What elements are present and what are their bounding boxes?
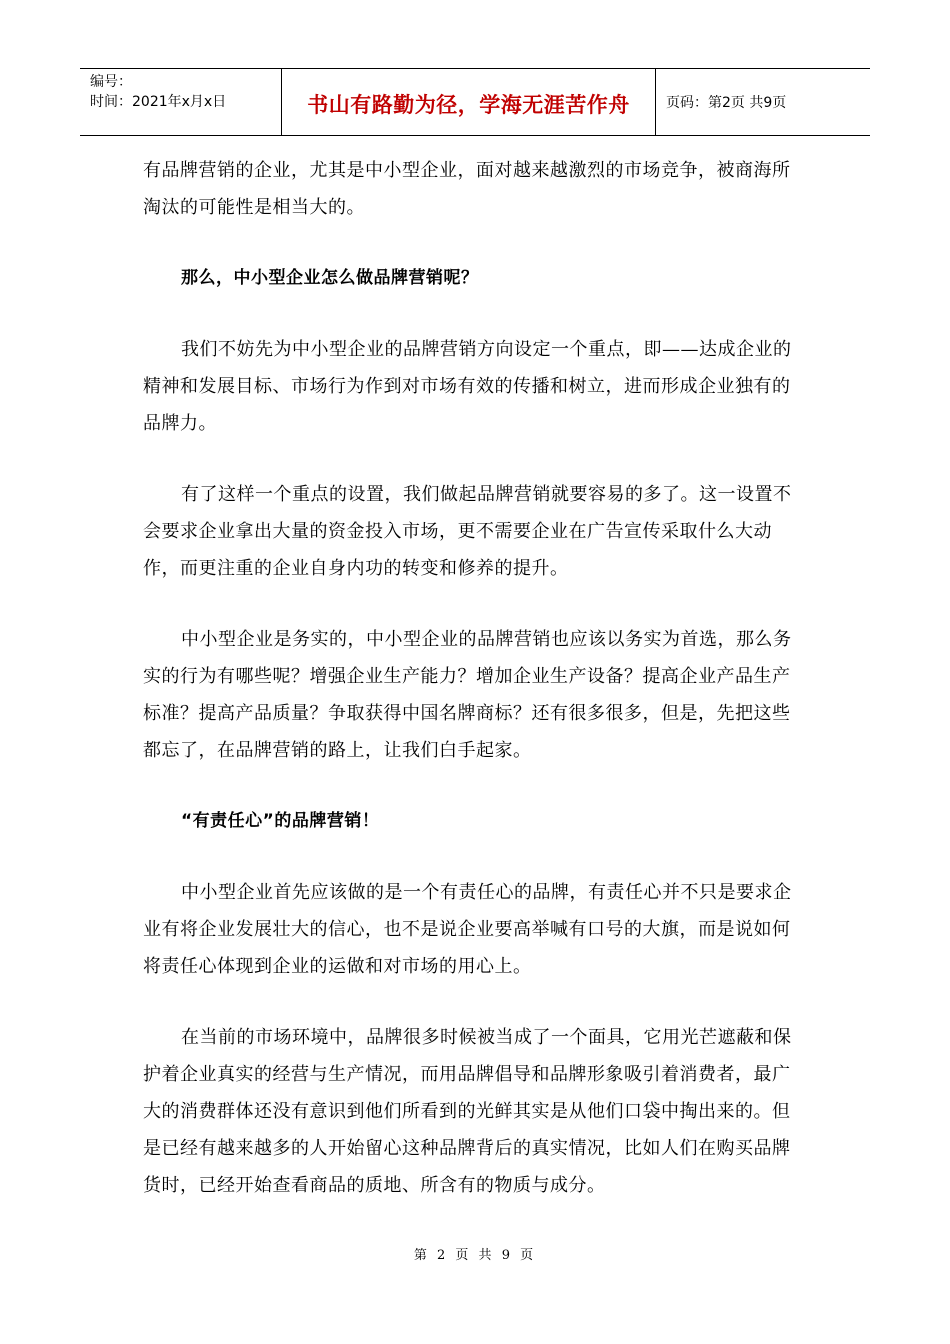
paragraph: 在当前的市场环境中，品牌很多时候被当成了一个面具，它用光芒遮蔽和保护着企业真实的经营与生产情况，而用品牌倡导和品牌形象吸引着消费者，最广大的消费群体还没有意识到他们所看到的光鲜其实是从他们口袋中掏出来的。但是已经有越来越多的人开始留心这种品牌背后的真实情况，比如人们在购买品牌货时，已经开始查看商品的质地、所含有的物质与成分。: [143, 1027, 792, 1196]
section-heading: 那么，中小型企业怎么做品牌营销呢？: [181, 268, 479, 288]
page-footer: 第 2 页 共 9 页: [413, 1248, 537, 1263]
paragraph: 中小型企业首先应该做的是一个有责任心的品牌，有责任心并不只是要求企业有将企业发展壮大的信心，也不是说企业要高举喊有口号的大旗，而是说如何将责任心体现到企业的运做和对市场的用心上。: [143, 882, 792, 977]
paragraph: 我们不妨先为中小型企业的品牌营销方向设定一个重点，即——达成企业的精神和发展目标、市场行为作到对市场有效的传播和树立，进而形成企业独有的品牌力。: [143, 339, 792, 434]
document-number-label: 编号：: [90, 74, 132, 90]
header-motto: 书山有路勤为径，学海无涯苦作舟: [282, 69, 656, 135]
paragraph: 有了这样一个重点的设置，我们做起品牌营销就要容易的多了。这一设置不会要求企业拿出大量的资金投入市场，更不需要企业在广告宣传采取什么大动作，而更注重的企业自身内功的转变和修养的提升。: [143, 484, 792, 579]
section-heading: “有责任心”的品牌营销！: [181, 811, 380, 831]
paragraph: 有品牌营销的企业，尤其是中小型企业，面对越来越激烈的市场竞争，被商海所淘汰的可能性是相当大的。: [143, 160, 791, 218]
header-meta-cell: [80, 69, 282, 135]
document-body: [143, 152, 808, 1238]
header-page-info: 页码：第2页 共9页: [666, 95, 787, 111]
document-header: [80, 68, 870, 136]
document-date: 时间：2021年x月x日: [90, 94, 227, 110]
paragraph: 中小型企业是务实的，中小型企业的品牌营销也应该以务实为首选，那么务实的行为有哪些呢？增强企业生产能力？增加企业生产设备？提高企业产品生产标准？提高产品质量？争取获得中国名牌商标？还有很多很多，但是，先把这些都忘了，在品牌营销的路上，让我们白手起家。: [143, 629, 792, 761]
